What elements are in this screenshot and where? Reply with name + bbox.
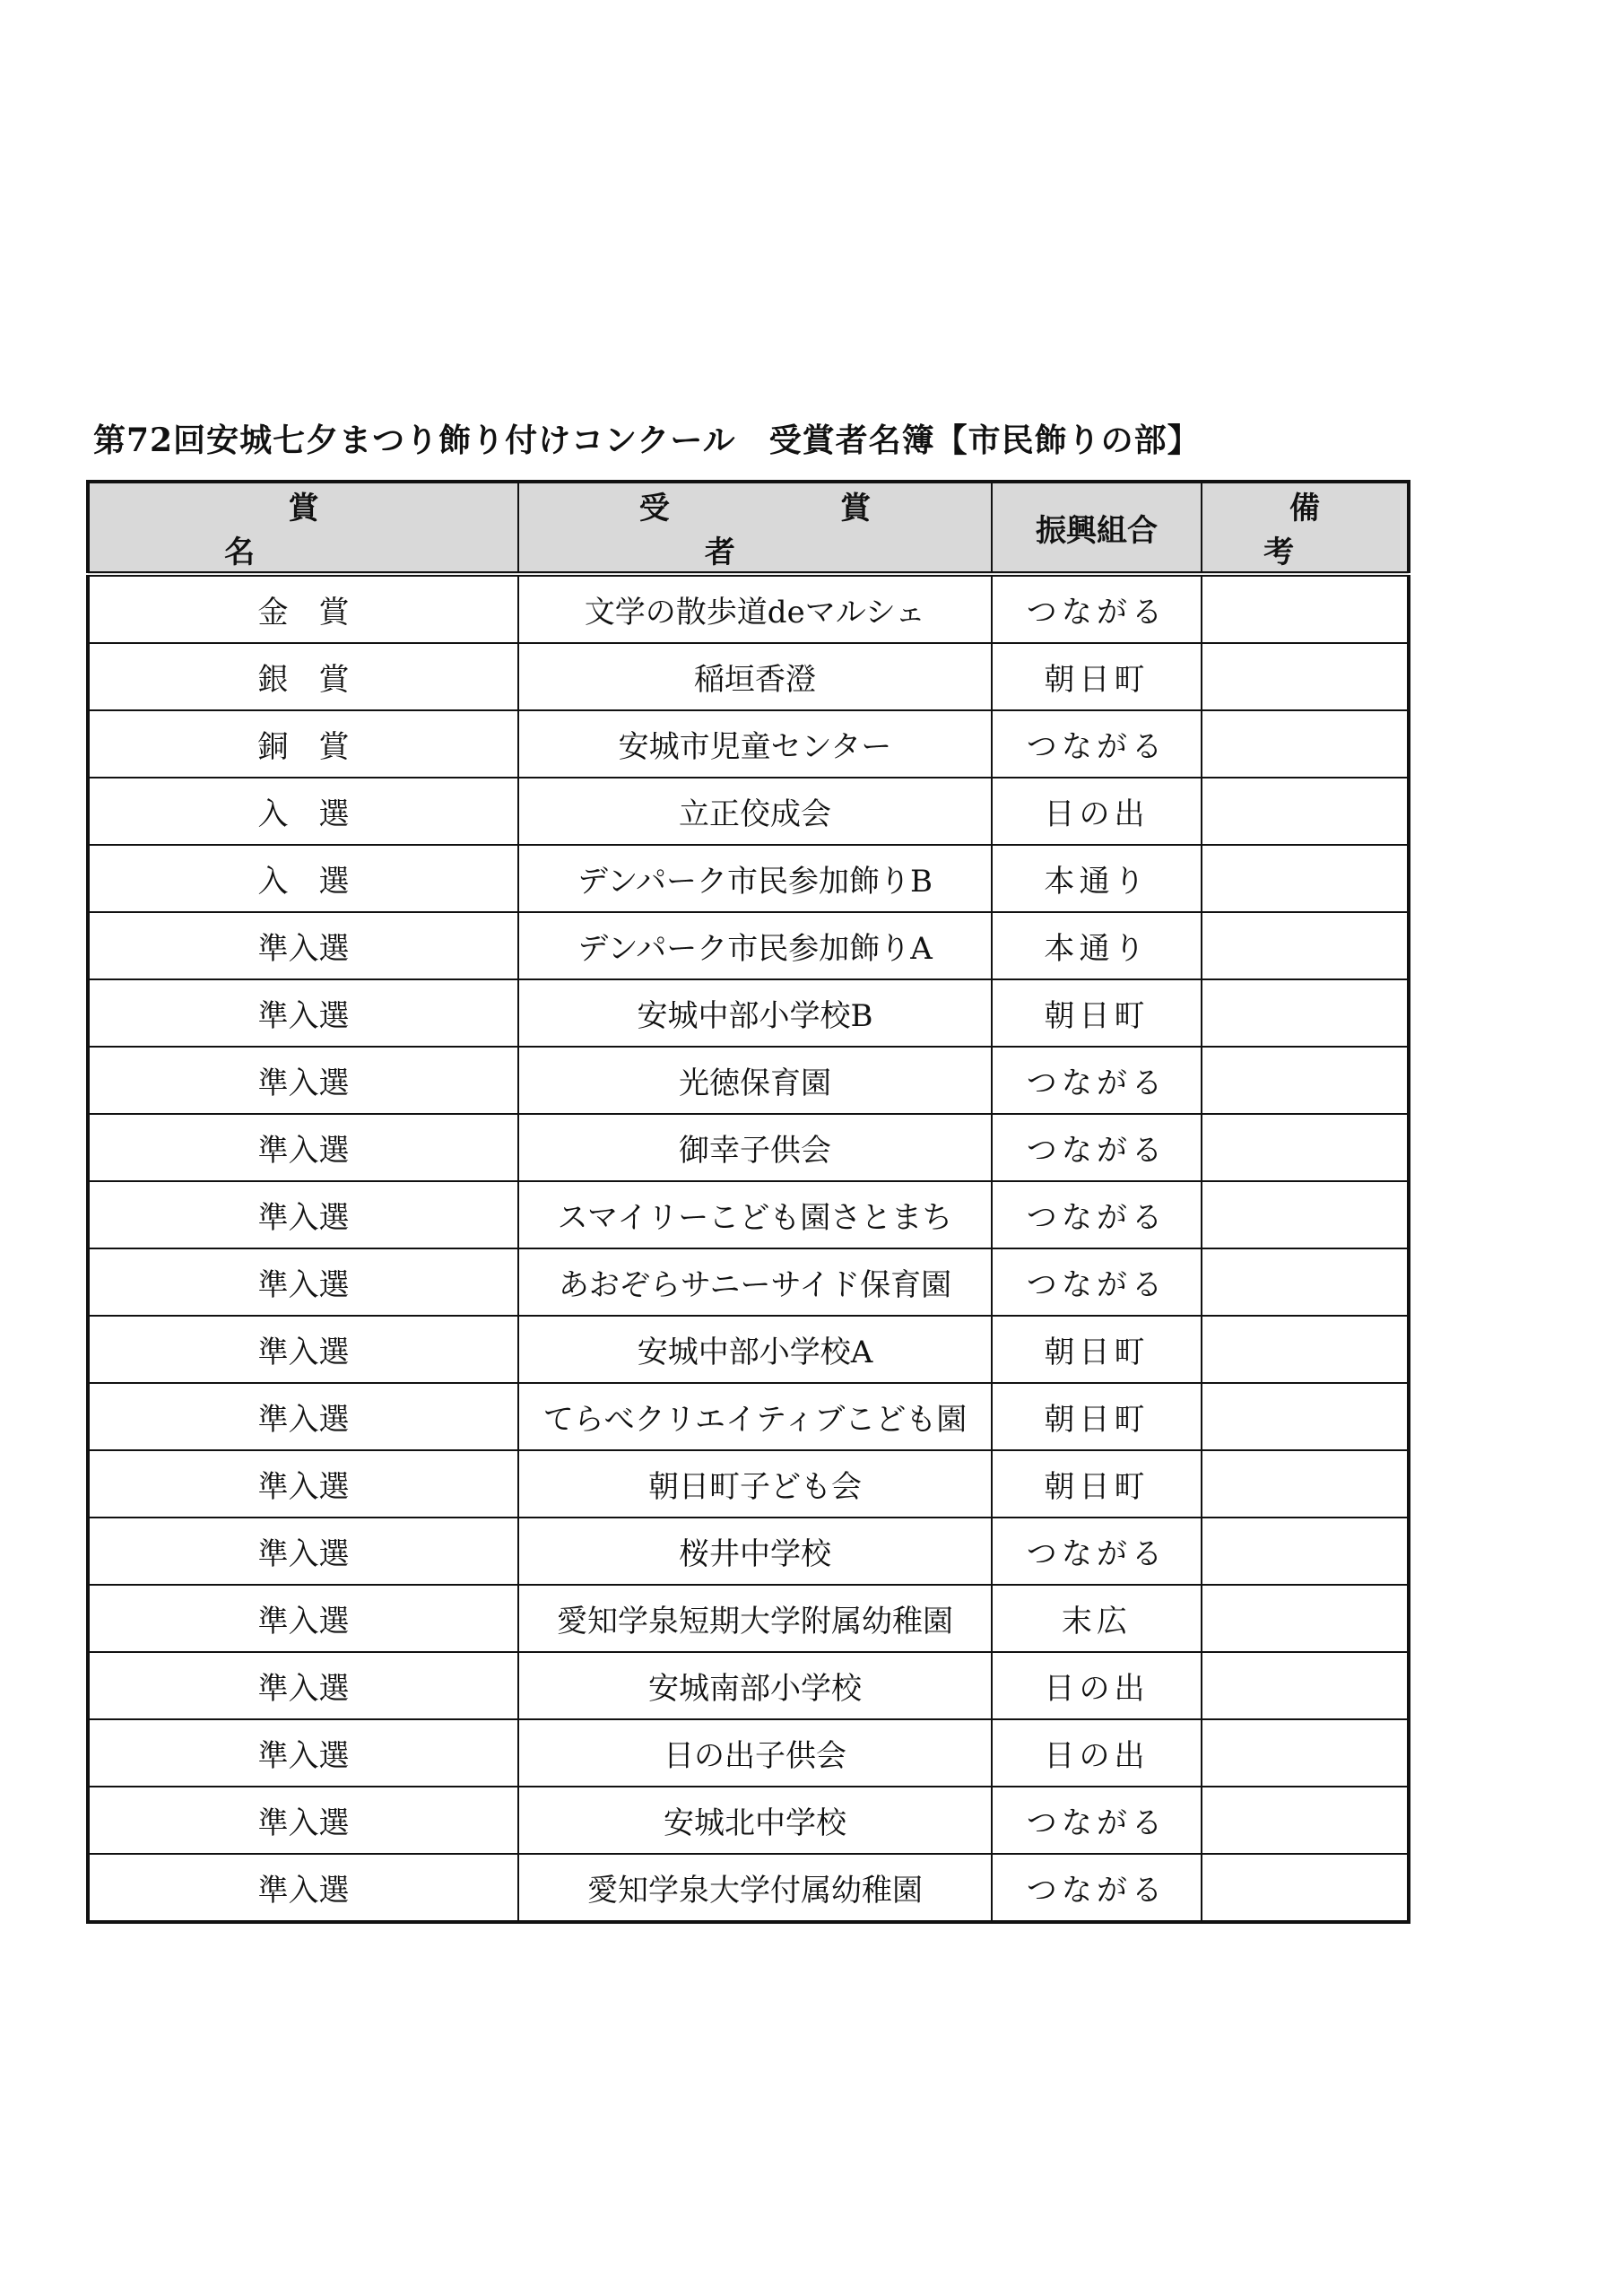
remarks-cell <box>1202 643 1409 710</box>
remarks-cell <box>1202 845 1409 912</box>
awardee-cell: 安城中部小学校A <box>518 1316 992 1383</box>
association-cell: つながる <box>992 1047 1202 1114</box>
association-cell: つながる <box>992 1114 1202 1181</box>
table-row <box>88 1114 1409 1181</box>
awardee-cell: あおぞらサニーサイド保育園 <box>518 1248 992 1316</box>
remarks-cell <box>1202 1316 1409 1383</box>
association-cell: 朝日町 <box>992 643 1202 710</box>
table-row <box>88 1181 1409 1248</box>
header-remarks: 備 考 <box>1202 482 1409 574</box>
awardee-cell: 安城南部小学校 <box>518 1652 992 1719</box>
award-cell: 準入選 <box>88 1854 518 1922</box>
association-cell: 朝日町 <box>992 1383 1202 1450</box>
award-cell: 準入選 <box>88 1383 518 1450</box>
association-cell: 朝日町 <box>992 1450 1202 1518</box>
award-cell: 入 選 <box>88 845 518 912</box>
table-row <box>88 1518 1409 1585</box>
award-cell: 準入選 <box>88 1518 518 1585</box>
table-row <box>88 574 1409 643</box>
remarks-cell <box>1202 778 1409 845</box>
award-cell: 銀 賞 <box>88 643 518 710</box>
association-cell: つながる <box>992 1248 1202 1316</box>
table-row <box>88 643 1409 710</box>
award-cell: 準入選 <box>88 1450 518 1518</box>
awardee-cell: てらべクリエイティブこども園 <box>518 1383 992 1450</box>
award-cell: 準入選 <box>88 1047 518 1114</box>
remarks-cell <box>1202 710 1409 778</box>
remarks-cell <box>1202 574 1409 643</box>
awardee-cell: デンパーク市民参加飾りA <box>518 912 992 979</box>
remarks-cell <box>1202 1719 1409 1787</box>
awardee-cell: 光徳保育園 <box>518 1047 992 1114</box>
table-row <box>88 1854 1409 1922</box>
remarks-cell <box>1202 979 1409 1047</box>
award-cell: 準入選 <box>88 1316 518 1383</box>
awardee-cell: 朝日町子ども会 <box>518 1450 992 1518</box>
table-row <box>88 1450 1409 1518</box>
association-cell: つながる <box>992 1787 1202 1854</box>
award-cell: 銅 賞 <box>88 710 518 778</box>
award-cell: 入 選 <box>88 778 518 845</box>
remarks-cell <box>1202 1114 1409 1181</box>
award-cell: 準入選 <box>88 1181 518 1248</box>
remarks-cell <box>1202 1518 1409 1585</box>
header-award: 賞 名 <box>88 482 518 574</box>
awardee-cell: 文学の散歩道deマルシェ <box>518 574 992 643</box>
header-association: 振興組合 <box>992 482 1202 574</box>
table-row <box>88 979 1409 1047</box>
awardee-cell: 御幸子供会 <box>518 1114 992 1181</box>
table-row <box>88 778 1409 845</box>
awardee-cell: 稲垣香澄 <box>518 643 992 710</box>
remarks-cell <box>1202 1248 1409 1316</box>
awardee-cell: 安城市児童センター <box>518 710 992 778</box>
remarks-cell <box>1202 1450 1409 1518</box>
award-cell: 準入選 <box>88 912 518 979</box>
association-cell: つながる <box>992 1518 1202 1585</box>
association-cell: つながる <box>992 710 1202 778</box>
table-row <box>88 1787 1409 1854</box>
association-cell: 本通り <box>992 845 1202 912</box>
awardee-cell: 桜井中学校 <box>518 1518 992 1585</box>
table-row <box>88 1652 1409 1719</box>
table-row <box>88 1585 1409 1652</box>
association-cell: 日の出 <box>992 1652 1202 1719</box>
header-awardee: 受 賞 者 <box>518 482 992 574</box>
table-row <box>88 1383 1409 1450</box>
remarks-cell <box>1202 1652 1409 1719</box>
awardee-cell: 安城中部小学校B <box>518 979 992 1047</box>
awardee-cell: 日の出子供会 <box>518 1719 992 1787</box>
awardee-cell: 立正佼成会 <box>518 778 992 845</box>
association-cell: 末広 <box>992 1585 1202 1652</box>
award-cell: 準入選 <box>88 1114 518 1181</box>
awardee-cell: 愛知学泉短期大学附属幼稚園 <box>518 1585 992 1652</box>
remarks-cell <box>1202 1854 1409 1922</box>
table-row <box>88 912 1409 979</box>
remarks-cell <box>1202 912 1409 979</box>
association-cell: 日の出 <box>992 1719 1202 1787</box>
table-row <box>88 1719 1409 1787</box>
association-cell: 朝日町 <box>992 979 1202 1047</box>
awardee-cell: デンパーク市民参加飾りB <box>518 845 992 912</box>
remarks-cell <box>1202 1585 1409 1652</box>
award-cell: 準入選 <box>88 979 518 1047</box>
table-row <box>88 1316 1409 1383</box>
awardee-cell: 愛知学泉大学付属幼稚園 <box>518 1854 992 1922</box>
association-cell: 本通り <box>992 912 1202 979</box>
remarks-cell <box>1202 1383 1409 1450</box>
award-cell: 準入選 <box>88 1652 518 1719</box>
association-cell: つながる <box>992 574 1202 643</box>
awardee-table <box>86 480 1454 1924</box>
table-row <box>88 710 1409 778</box>
award-cell: 準入選 <box>88 1248 518 1316</box>
association-cell: つながる <box>992 1181 1202 1248</box>
awardee-cell: 安城北中学校 <box>518 1787 992 1854</box>
award-cell: 準入選 <box>88 1585 518 1652</box>
document-title: 第72回安城七夕まつり飾り付けコンクール 受賞者名簿【市民飾りの部】 <box>93 422 1201 459</box>
table-row <box>88 845 1409 912</box>
table-row <box>88 1047 1409 1114</box>
remarks-cell <box>1202 1181 1409 1248</box>
award-cell: 準入選 <box>88 1787 518 1854</box>
association-cell: 朝日町 <box>992 1316 1202 1383</box>
award-cell: 準入選 <box>88 1719 518 1787</box>
remarks-cell <box>1202 1787 1409 1854</box>
awardee-cell: スマイリーこども園さとまち <box>518 1181 992 1248</box>
remarks-cell <box>1202 1047 1409 1114</box>
table-row <box>88 1248 1409 1316</box>
association-cell: つながる <box>992 1854 1202 1922</box>
award-cell: 金 賞 <box>88 574 518 643</box>
association-cell: 日の出 <box>992 778 1202 845</box>
header-row <box>88 482 1409 574</box>
